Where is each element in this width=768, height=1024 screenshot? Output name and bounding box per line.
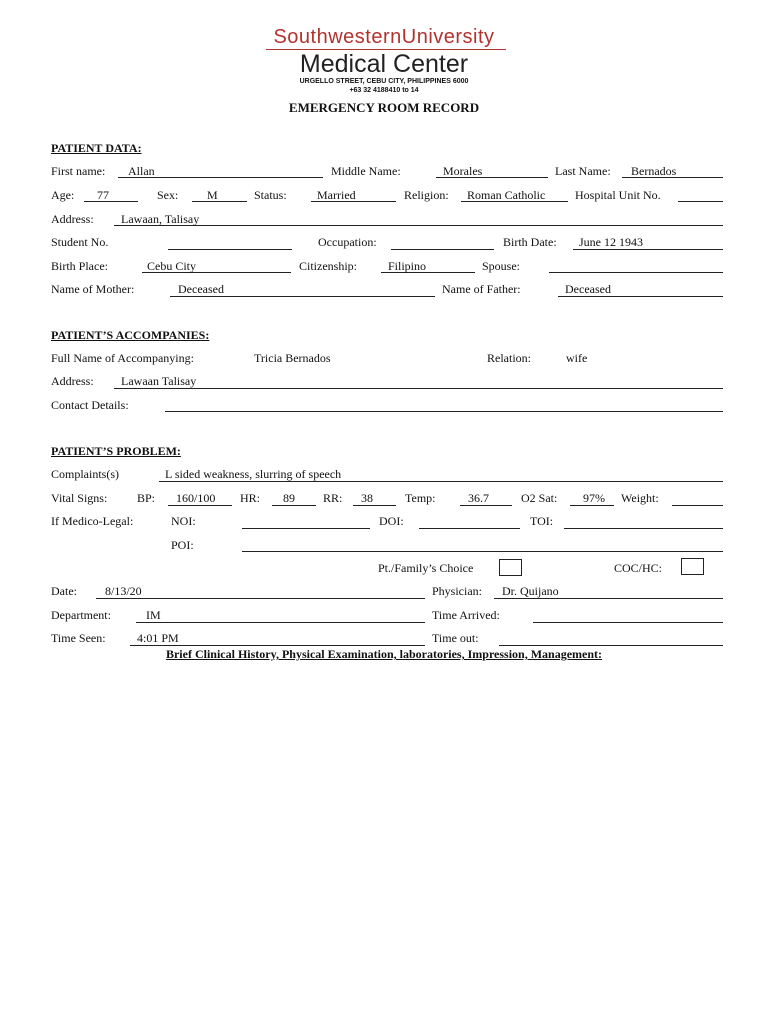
bp-field[interactable]: 160/100 [176,491,216,505]
status-label: Status: [254,188,287,202]
relation-label: Relation: [487,351,531,365]
status-field[interactable]: Married [317,188,356,202]
bp-line [168,505,232,506]
complaints-line [159,481,723,482]
time-out-label: Time out: [432,631,479,645]
complaints-label: Complaints(s) [51,467,119,481]
doi-line [419,528,520,529]
section-title-patient-data: PATIENT DATA: [51,141,142,155]
spouse-label: Spouse: [482,259,521,273]
spouse-line [549,272,723,273]
poi-label: POI: [171,538,194,552]
pt-family-choice-label: Pt./Family’s Choice [378,561,474,575]
birth-date-field[interactable]: June 12 1943 [579,235,643,249]
form-title: EMERGENCY ROOM RECORD [288,100,480,115]
accompanying-address-line [114,388,723,389]
physician-line [494,598,723,599]
noi-label: NOI: [171,514,196,528]
middle-name-field[interactable]: Morales [443,164,483,178]
age-field[interactable]: 77 [97,188,109,202]
address-field[interactable]: Lawaan, Talisay [121,212,200,226]
age-label: Age: [51,188,75,202]
student-no-line [168,249,292,250]
department-label: Department: [51,608,111,622]
logo-university-name: SouthwesternUniversity [273,26,495,48]
temp-line [460,505,512,506]
section-title-accompanies: PATIENT’S ACCOMPANIES: [51,328,210,342]
contact-line [165,411,723,412]
contact-label: Contact Details: [51,398,129,412]
rr-label: RR: [323,491,343,505]
weight-label: Weight: [621,491,659,505]
religion-label: Religion: [404,188,449,202]
date-field[interactable]: 8/13/20 [105,584,142,598]
complaints-field[interactable]: L sided weakness, slurring of speech [165,467,342,481]
time-seen-field[interactable]: 4:01 PM [137,631,179,645]
section-title-problem: PATIENT’S PROBLEM: [51,444,181,458]
religion-field[interactable]: Roman Catholic [467,188,546,202]
first-name-label: First name: [51,164,106,178]
citizenship-label: Citizenship: [299,259,357,273]
first-name-field[interactable]: Allan [128,164,155,178]
rr-line [353,505,396,506]
coc-hc-label: COC/HC: [614,561,663,575]
date-line [96,598,425,599]
temp-field[interactable]: 36.7 [468,491,489,505]
department-field[interactable]: IM [146,608,161,622]
time-out-line [499,645,723,646]
vital-signs-label: Vital Signs: [51,491,108,505]
doi-label: DOI: [379,514,404,528]
mother-field[interactable]: Deceased [178,282,224,296]
hospital-unit-line [678,201,723,202]
weight-line [672,505,723,506]
pt-family-choice-checkbox[interactable] [499,559,522,576]
o2-sat-label: O2 Sat: [521,491,558,505]
address-label: Address: [51,212,94,226]
relation-field[interactable]: wife [566,351,588,365]
father-line [558,296,723,297]
father-field[interactable]: Deceased [565,282,611,296]
address-line [114,225,723,226]
time-arrived-line [533,622,723,623]
logo-medical-center: Medical Center [299,50,469,78]
middle-name-label: Middle Name: [331,164,401,178]
toi-line [564,528,723,529]
accompanying-address-field[interactable]: Lawaan Talisay [121,374,197,388]
o2-sat-field[interactable]: 97% [583,491,605,505]
birth-date-line [573,249,723,250]
coc-hc-checkbox[interactable] [681,558,704,575]
student-no-label: Student No. [51,235,109,249]
rr-field[interactable]: 38 [361,491,373,505]
accompanying-address-label: Address: [51,374,94,388]
hr-line [272,505,316,506]
o2-sat-line [570,505,614,506]
sex-label: Sex: [157,188,179,202]
father-label: Name of Father: [442,282,521,296]
citizenship-field[interactable]: Filipino [388,259,427,273]
birth-place-label: Birth Place: [51,259,108,273]
noi-line [242,528,370,529]
mother-label: Name of Mother: [51,282,135,296]
birth-date-label: Birth Date: [503,235,557,249]
temp-label: Temp: [405,491,436,505]
department-line [136,622,425,623]
occupation-line [391,249,494,250]
accompanying-name-label: Full Name of Accompanying: [51,351,194,365]
toi-label: TOI: [530,514,554,528]
last-name-field[interactable]: Bernados [631,164,677,178]
physician-label: Physician: [432,584,482,598]
hospital-phone: +63 32 4188410 to 14 [349,87,419,94]
bp-label: BP: [137,491,156,505]
sex-line [192,201,247,202]
clinical-history-heading: Brief Clinical History, Physical Examination, laboratories, Impression, Management: [165,647,603,661]
time-seen-line [130,645,425,646]
last-name-label: Last Name: [555,164,611,178]
medico-legal-label: If Medico-Legal: [51,514,134,528]
time-seen-label: Time Seen: [51,631,106,645]
age-line [84,201,138,202]
date-label: Date: [51,584,77,598]
occupation-label: Occupation: [318,235,377,249]
hr-label: HR: [240,491,261,505]
birth-place-field[interactable]: Cebu City [147,259,197,273]
sex-field[interactable]: M [207,188,218,202]
time-arrived-label: Time Arrived: [432,608,500,622]
poi-line [242,551,723,552]
hospital-address: URGELLO STREET, CEBU CITY, PHILIPPINES 6000 [299,78,469,85]
hr-field[interactable]: 89 [283,491,295,505]
hospital-unit-label: Hospital Unit No. [575,188,661,202]
mother-line [170,296,435,297]
accompanying-name-field[interactable]: Tricia Bernados [254,351,331,365]
physician-field[interactable]: Dr. Quijano [502,584,559,598]
